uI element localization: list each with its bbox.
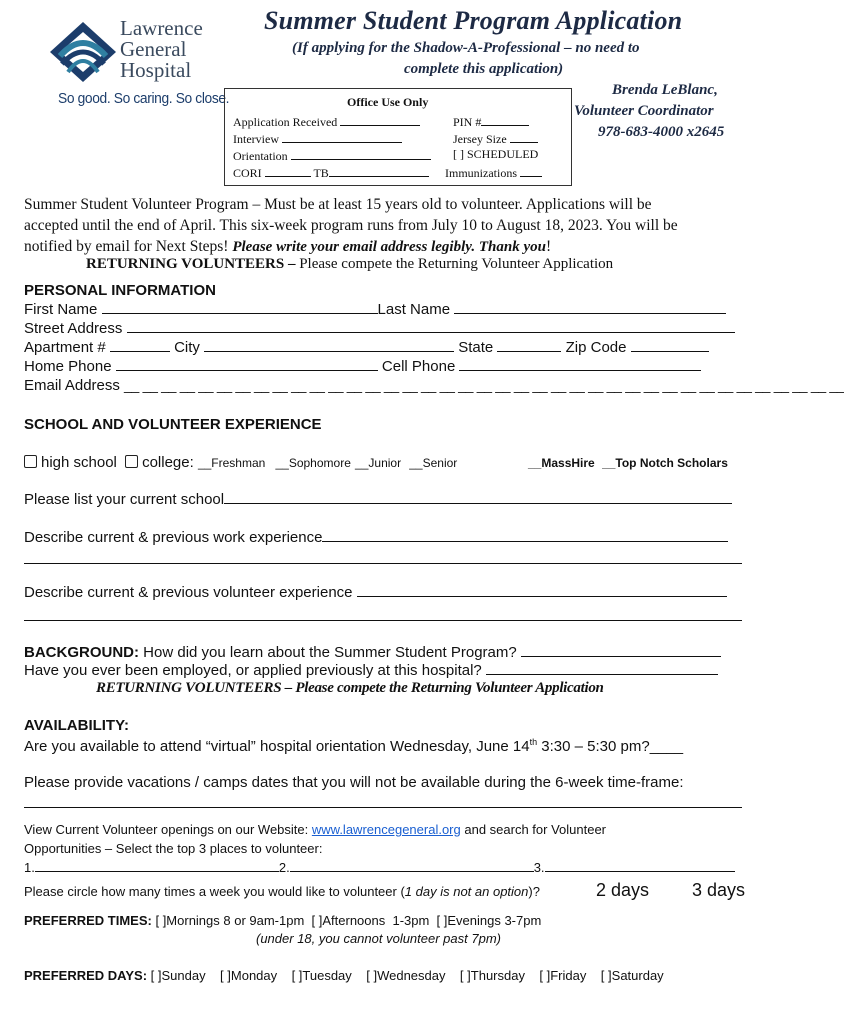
two-days-option[interactable]: 2 days <box>596 880 650 900</box>
vol-exp-label: Describe current & previous volunteer experience <box>24 584 353 601</box>
senior-option[interactable]: __Senior <box>409 456 458 470</box>
openings-text-a: View Current Volunteer openings on our Website: <box>24 822 309 837</box>
choice-3-field[interactable] <box>545 859 735 872</box>
junior-option[interactable]: __Junior <box>355 456 402 470</box>
current-school-label: Please list your current school <box>24 491 225 508</box>
coordinator-name: Brenda LeBlanc, <box>612 82 718 98</box>
college-checkbox[interactable] <box>125 455 138 468</box>
cell-phone-field[interactable] <box>459 358 701 371</box>
tb-field[interactable] <box>329 164 429 177</box>
state-field[interactable] <box>497 339 561 352</box>
background-returning-note: RETURNING VOLUNTEERS – Please compete the Returning Volunteer Application <box>96 680 604 696</box>
vacations-question: Please provide vacations / camps dates that you will not be available during the 6-week time-frame: <box>24 774 684 791</box>
apartment-label: Apartment # <box>24 339 106 356</box>
subtitle-line-2: complete this application) <box>404 61 564 77</box>
choice-1-field[interactable] <box>35 859 279 872</box>
choice-2-label: 2. <box>278 860 290 875</box>
application-received-label: Application Received <box>233 115 338 129</box>
times-options[interactable]: [ ]Mornings 8 or 9am-1pm [ ]Afternoons 1-3pm [ ]Evenings 3-7pm <box>155 913 542 928</box>
vol-exp-line-2[interactable] <box>24 620 742 621</box>
returning-text: Please compete the Returning Volunteer Application <box>299 256 614 272</box>
cell-phone-label: Cell Phone <box>381 358 456 375</box>
work-exp-field[interactable] <box>322 529 728 542</box>
logo-tagline: So good. So caring. So close. <box>58 90 230 107</box>
orientation-label: Orientation <box>233 149 288 163</box>
home-phone-label: Home Phone <box>24 358 112 375</box>
choice-1-label: 1. <box>24 860 35 875</box>
orientation-question: Are you available to attend “virtual” hospital orientation Wednesday, June 14 <box>24 738 530 755</box>
days-options[interactable]: [ ]Sunday [ ]Monday [ ]Tuesday [ ]Wednesday [ ]Thursday [ ]Friday [ ]Saturday <box>150 968 664 983</box>
choice-3-label: 3. <box>533 860 545 875</box>
page-title: Summer Student Program Application <box>264 6 683 35</box>
current-school-field[interactable] <box>224 491 732 504</box>
application-received-field[interactable] <box>340 113 420 126</box>
last-name-field[interactable] <box>454 301 726 314</box>
intro-line-3-end: ! <box>545 238 552 255</box>
frequency-note: 1 day is not an option <box>404 884 529 899</box>
openings-line-2: Opportunities – Select the top 3 places to volunteer: <box>24 841 323 856</box>
background-q1: How did you learn about the Summer Student Program? <box>143 644 517 661</box>
background-q2: Have you ever been employed, or applied previously at this hospital? <box>24 662 482 679</box>
zip-field[interactable] <box>631 339 709 352</box>
coordinator-phone: 978-683-4000 x2645 <box>598 124 725 140</box>
orientation-sup: th <box>529 737 538 747</box>
apartment-field[interactable] <box>110 339 170 352</box>
logo-line-3: Hospital <box>120 58 192 82</box>
cori-label: CORI <box>233 166 262 180</box>
pin-field[interactable] <box>481 113 529 126</box>
choice-2-field[interactable] <box>290 859 534 872</box>
high-school-label: high school <box>41 454 117 471</box>
background-q2-field[interactable] <box>486 662 718 675</box>
last-name-label: Last Name <box>377 301 451 318</box>
returning-label: RETURNING VOLUNTEERS – <box>86 256 296 272</box>
personal-heading: PERSONAL INFORMATION <box>24 282 216 299</box>
sophomore-option[interactable]: __Sophomore <box>275 456 351 470</box>
school-heading: SCHOOL AND VOLUNTEER EXPERIENCE <box>24 416 322 433</box>
intro-line-1: Summer Student Volunteer Program – Must be at least 15 years old to volunteer. Applications will be <box>24 196 652 213</box>
masshire-option[interactable]: __MassHire <box>528 456 595 470</box>
city-field[interactable] <box>204 339 454 352</box>
jersey-label: Jersey Size <box>453 132 507 146</box>
immunizations-label: Immunizations <box>445 166 517 180</box>
scheduled-checkbox[interactable]: [ ] SCHEDULED <box>453 147 539 161</box>
background-q1-field[interactable] <box>521 644 721 657</box>
tb-label: TB <box>313 166 329 180</box>
vol-exp-field[interactable] <box>357 584 727 597</box>
work-exp-line-2[interactable] <box>24 563 742 564</box>
intro-line-2: accepted until the end of April. This six-week program runs from July 10 to August 18, 2023. You will be <box>24 217 678 234</box>
email-legibly-note: Please write your email address legibly. Thank you <box>232 239 546 255</box>
subtitle-line-1: (If applying for the Shadow-A-Professional – no need to <box>292 40 640 56</box>
days-label: PREFERRED DAYS: <box>24 968 148 983</box>
state-label: State <box>458 339 494 356</box>
orientation-answer-field[interactable]: ____ <box>649 738 684 755</box>
hospital-logo <box>46 16 230 108</box>
freshman-option[interactable]: __Freshman <box>197 456 266 470</box>
coordinator-role: Volunteer Coordinator <box>574 103 714 119</box>
interview-field[interactable] <box>282 130 402 143</box>
website-link[interactable]: www.lawrencegeneral.org <box>311 822 461 837</box>
street-field[interactable] <box>127 320 735 333</box>
first-name-field[interactable] <box>102 301 378 314</box>
orientation-question-time: 3:30 – 5:30 pm? <box>541 738 650 755</box>
intro-line-3: notified by email for Next Steps! <box>24 238 229 255</box>
email-field[interactable]: __ __ __ __ __ __ __ __ __ __ __ __ __ __ __ __ __ __ __ __ __ __ __ __ __ __ __ __ __ __ __ __ __ __ __ __ __ __ __ <box>124 377 844 393</box>
college-label: college: <box>142 454 194 471</box>
office-use-box <box>224 88 572 186</box>
vacations-field[interactable] <box>24 807 742 808</box>
availability-heading: AVAILABILITY: <box>24 717 129 734</box>
zip-label: Zip Code <box>565 339 627 356</box>
times-note: (under 18, you cannot volunteer past 7pm) <box>256 931 501 946</box>
three-days-option[interactable]: 3 days <box>692 880 746 900</box>
city-label: City <box>174 339 200 356</box>
logo-line-2: General <box>120 37 187 61</box>
times-label: PREFERRED TIMES: <box>24 913 152 928</box>
home-phone-field[interactable] <box>116 358 378 371</box>
high-school-checkbox[interactable] <box>24 455 37 468</box>
cori-field[interactable] <box>265 164 311 177</box>
intro-paragraph <box>24 194 678 258</box>
logo-mark-icon <box>48 20 118 84</box>
logo-line-1: Lawrence <box>120 16 203 40</box>
top-notch-option[interactable]: __Top Notch Scholars <box>602 456 728 470</box>
immunizations-field[interactable] <box>520 164 542 177</box>
street-label: Street Address <box>24 320 123 337</box>
email-label: Email Address <box>24 377 120 394</box>
frequency-text-a: Please circle how many times a week you would like to volunteer ( <box>24 884 405 899</box>
pin-label: PIN # <box>453 115 482 129</box>
first-name-label: First Name <box>24 301 98 318</box>
orientation-field[interactable] <box>291 147 431 160</box>
interview-label: Interview <box>233 132 279 146</box>
office-use-heading: Office Use Only <box>347 95 429 109</box>
openings-text-b: and search for Volunteer <box>464 822 607 837</box>
jersey-field[interactable] <box>510 130 538 143</box>
background-label: BACKGROUND: <box>24 644 139 661</box>
frequency-text-b: )? <box>528 884 540 899</box>
work-exp-label: Describe current & previous work experience <box>24 529 323 546</box>
